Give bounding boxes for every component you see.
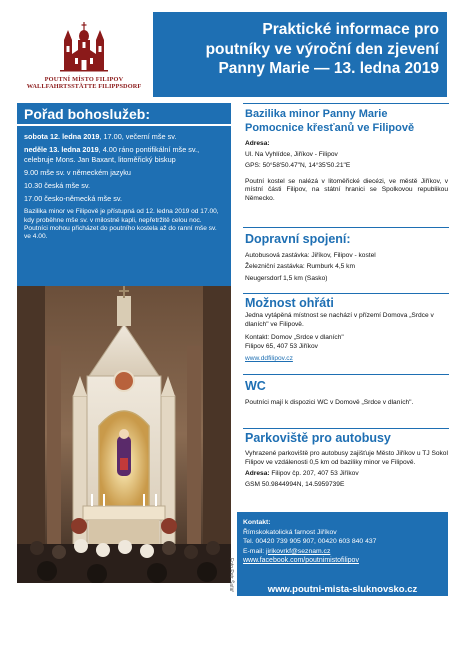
- wc-text: Poutníci mají k dispozici WC v Domově „Srdce v dlaních".: [245, 399, 414, 406]
- warmup-heading: Možnost ohřáti: [245, 296, 334, 310]
- schedule-item-sunday-text: , 4.00 ráno pontifikální mše sv., celebruje Mons. Jan Baxant, litoměřický biskup: [24, 144, 200, 164]
- contact-email-label: E-mail:: [243, 547, 267, 555]
- schedule-note: Bazilika minor ve Filipově je přístupná od 12. ledna 2019 od 17.00, kdy proběhne mše sv. v milostné kapli, nepřetržitě celou noc. Poutníci mohou přicházet do poutního kostela až do ranní mše sv. ve 4.00.: [24, 208, 219, 241]
- basilica-gps: GPS: 50°58'50.47"N, 14°35'50.21"E: [245, 162, 351, 170]
- parking-heading: Parkoviště pro autobusy: [245, 431, 391, 445]
- contact-email-line: [243, 547, 442, 557]
- logo: [20, 22, 148, 102]
- warmup-contact: Kontakt: Domov „Srdce v dlaních": [245, 334, 344, 342]
- schedule-item-saturday-date: sobota 12. ledna 2019: [24, 132, 100, 141]
- divider-transport: [243, 227, 449, 228]
- basilica-address: Ul. Na Vyhlídce, Jiříkov - Filipov: [245, 150, 338, 158]
- basilica-interior-photo: [17, 286, 231, 583]
- basilica-heading-1: Bazilika minor Panny Marie: [245, 108, 388, 120]
- divider-top: [243, 103, 449, 104]
- schedule-item-17: 17.00 česko-německá mše sv.: [24, 193, 123, 203]
- transport-bus: Autobusová zastávka: Jiříkov, Filipov - kostel: [245, 252, 376, 259]
- divider-warmup: [243, 293, 449, 294]
- parking-text: Vyhrazené parkoviště pro autobusy zajišťuje Město Jiříkov u TJ Sokol Filipov ve vzdálenosti 0,5 km od baziliky minor ve Filipově.: [245, 450, 448, 466]
- title-line-1: Praktické informace pro: [262, 21, 439, 38]
- contact-org: Římskokatolická farnost Jiříkov: [243, 528, 337, 536]
- basilica-address-label: Adresa:: [245, 140, 270, 147]
- divider-parking: [243, 428, 449, 429]
- divider-wc: [243, 374, 449, 375]
- schedule-heading: Pořad bohoslužeb:: [17, 103, 231, 126]
- warmup-text: Jedna vytápěná místnost se nachází v přízemí Domova „Srdce v dlaních" ve Filipově.: [245, 312, 434, 328]
- schedule-item-sunday-date: neděle 13. ledna 2019: [24, 144, 99, 154]
- contact-label: Kontakt:: [243, 519, 271, 526]
- warmup-address: Filipov 65, 407 53 Jiříkov: [245, 342, 318, 350]
- altar-photo-icon: [17, 286, 231, 583]
- basilica-heading-2: Pomocnice křesťanů ve Filipově: [245, 121, 415, 134]
- facebook-link[interactable]: www.facebook.com/poutnimistofilipov: [243, 557, 359, 565]
- logo-line-1: POUTNÍ MÍSTO FILIPOV: [44, 76, 124, 83]
- schedule-item-sunday: [24, 145, 224, 164]
- parking-address-label: Adresa:: [245, 470, 270, 478]
- transport-train-2: Neugersdorf 1,5 km (Sasko): [245, 275, 328, 283]
- schedule-item-1030: 10.30 česká mše sv.: [24, 180, 90, 190]
- schedule-item-saturday: [24, 132, 224, 142]
- contact-tel: Tel. 00420 739 905 907, 00420 603 840 437: [243, 538, 377, 546]
- photo-credit: Foto Petr Šafář: [228, 558, 234, 592]
- parking-address-line: [245, 470, 448, 479]
- transport-train: Železniční zastávka: Rumburk 4,5 km: [245, 262, 355, 270]
- basilica-logo-icon: [54, 22, 114, 74]
- parking-gsm: GSM 50.9844994N, 14.5959739E: [245, 480, 345, 488]
- transport-heading: Dopravní spojení:: [245, 232, 351, 246]
- warmup-web-link[interactable]: www.ddfilipov.cz: [245, 355, 293, 363]
- contact-box: [237, 512, 448, 596]
- schedule-box: [17, 103, 231, 296]
- basilica-text: Poutní kostel se nalézá v litoměřické diecézi, ve městě Jiříkov, v místní části Filipov, na státní hranici se Spolkovou republikou Německo.: [245, 177, 448, 202]
- title-line-3: Panny Marie — 13. ledna 2019: [218, 60, 439, 77]
- website-link[interactable]: www.poutni-mista-sluknovsko.cz: [267, 584, 418, 595]
- contact-email-link[interactable]: jirikovrkf@seznam.cz: [266, 547, 331, 555]
- title-line-2: poutníky ve výroční den zjevení: [205, 40, 439, 58]
- parking-address: Filipov čp. 207, 407 53 Jiříkov: [269, 470, 359, 478]
- wc-heading: WC: [245, 379, 266, 393]
- logo-line-2: WALLFAHRTSSTÄTTE FILIPPSDORF: [26, 83, 142, 90]
- schedule-item-9: 9.00 mše sv. v německém jazyku: [24, 167, 131, 177]
- title-banner: [153, 12, 447, 97]
- schedule-item-saturday-text: , 17.00, večerní mše sv.: [99, 132, 177, 141]
